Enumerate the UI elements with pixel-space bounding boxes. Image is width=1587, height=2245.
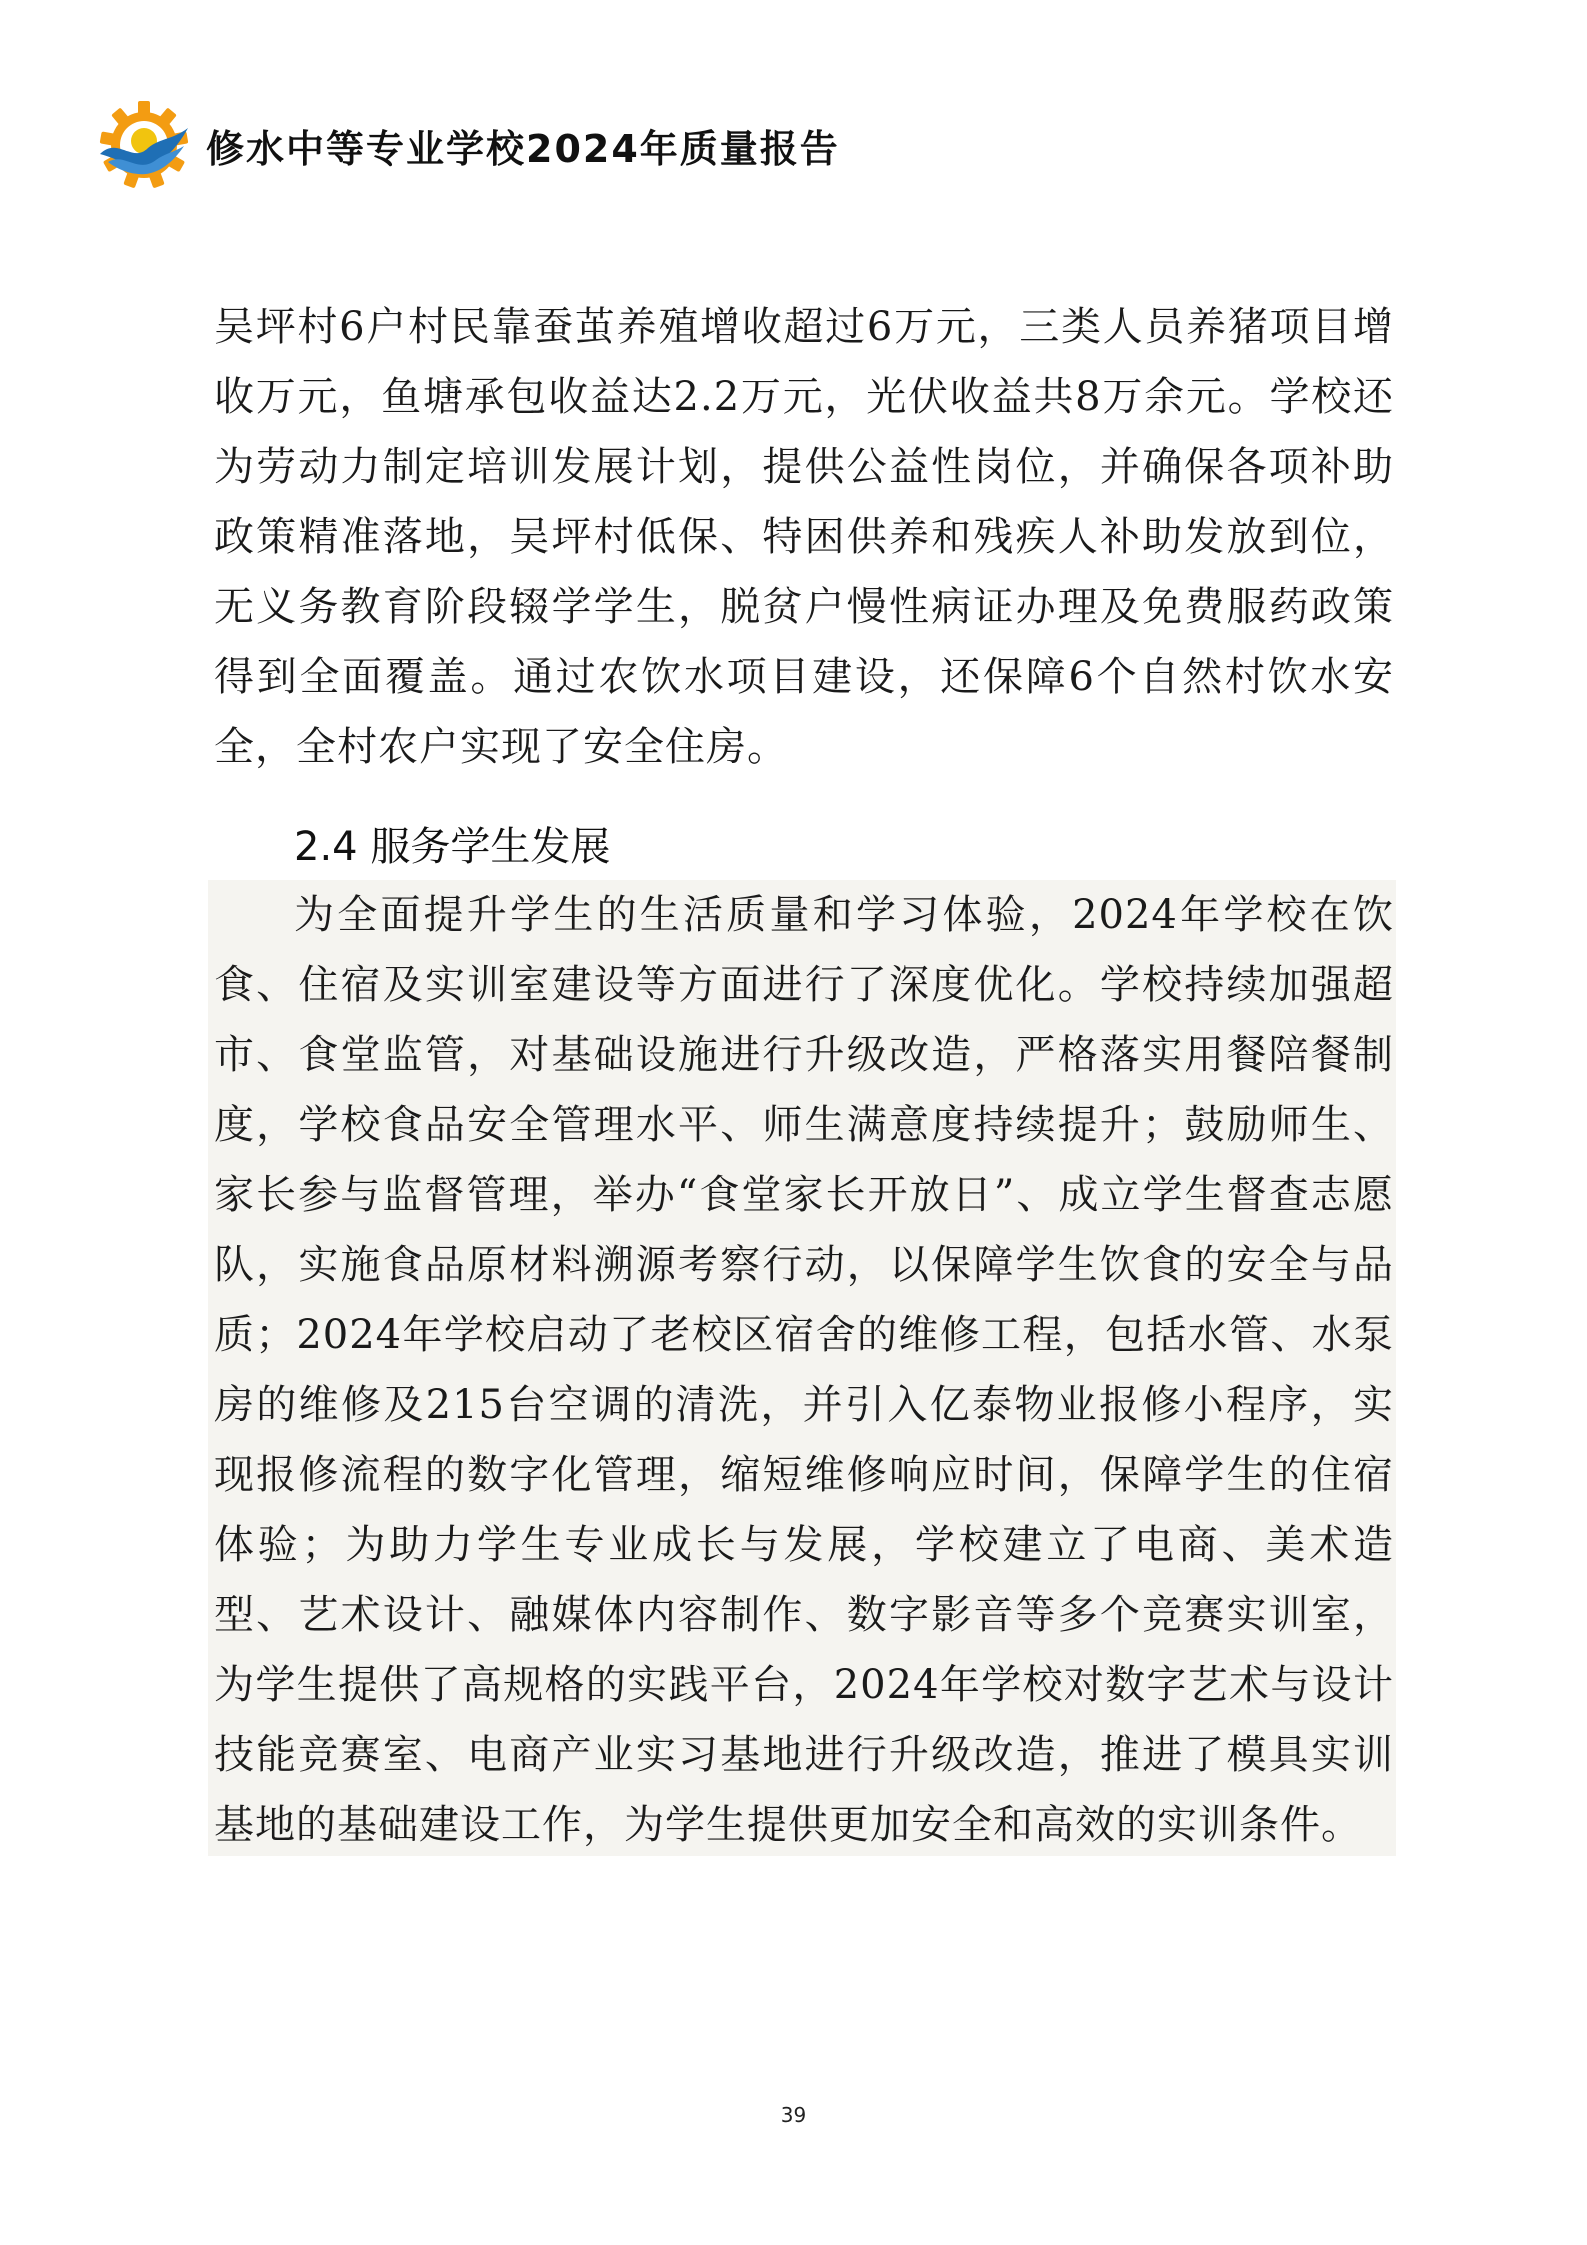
page-number: 39 xyxy=(780,2103,807,2127)
section-heading-student-development: 2.4 服务学生发展 xyxy=(294,824,611,870)
paragraph-student-services: 为全面提升学生的生活质量和学习体验，2024年学校在饮食、住宿及实训室建设等方面进行了深度优化。学校持续加强超市、食堂监管，对基础设施进行升级改造，严格落实用餐陪餐制度，学校食品安全管理水平、师生满意度持续提升；鼓励师生、家长参与监督管理，举办“食堂家长开放日”、成立学生督查志愿队，实施食品原材料溯源考察行动，以保障学生饮食的安全与品质；2024年学校启动了老校区宿舍的维修工程，包括水管、水泵房的维修及215台空调的清洗，并引入亿泰物业报修小程序，实现报修流程的数字化管理，缩短维修响应时间，保障学生的住宿体验；为助力学生专业成长与发展，学校建立了电商、美术造型、艺术设计、融媒体内容制作、数字影音等多个竞赛实训室，为学生提供了高规格的实践平台，2024年学校对数字艺术与设计技能竞赛室、电商产业实习基地进行升级改造，推进了模具实训基地的基础建设工作，为学生提供更加安全和高效的实训条件。 xyxy=(214,892,1394,1848)
gear-sun-wave-logo-icon xyxy=(98,100,190,190)
page-header xyxy=(98,100,840,190)
paragraph-village-income: 吴坪村6户村民靠蚕茧养殖增收超过6万元，三类人员养猪项目增收万元，鱼塘承包收益达2.2万元，光伏收益共8万余元。学校还为劳动力制定培训发展计划，提供公益性岗位，并确保各项补助政策精准落地，吴坪村低保、特困供养和残疾人补助发放到位，无义务教育阶段辍学学生，脱贫户慢性病证办理及免费服药政策得到全面覆盖。通过农饮水项目建设，还保障6个自然村饮水安全，全村农户实现了安全住房。 xyxy=(214,304,1394,770)
report-title: 修水中等专业学校2024年质量报告 xyxy=(206,126,840,171)
